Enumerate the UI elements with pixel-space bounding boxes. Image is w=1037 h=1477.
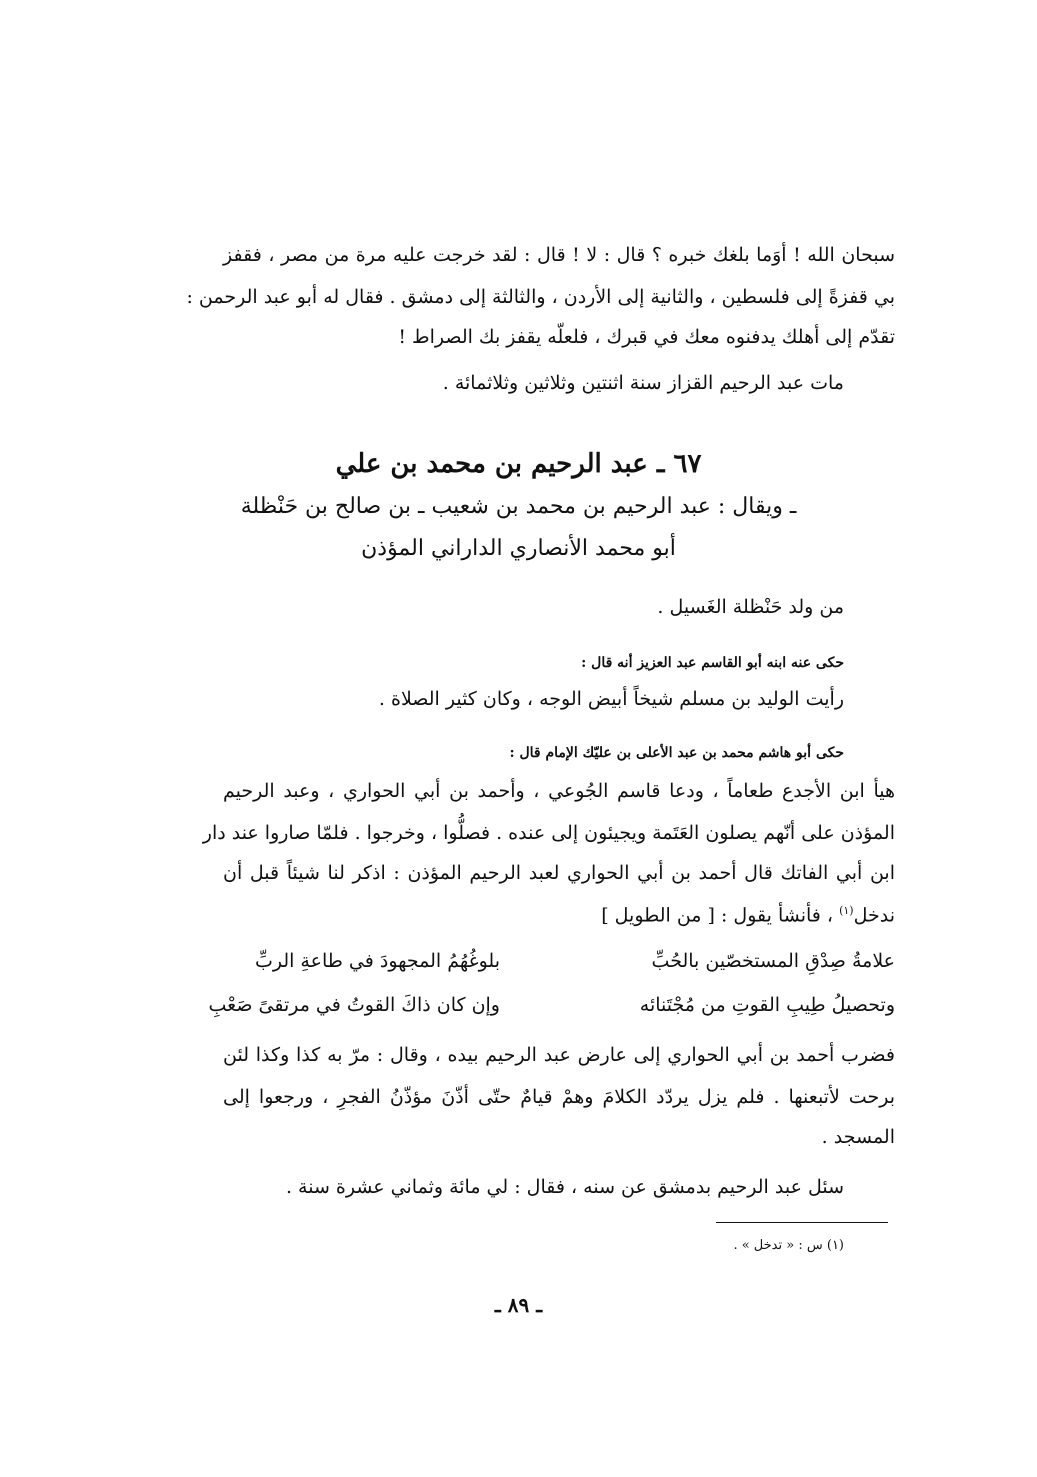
footnote: (١) س : « تدخل » .: [733, 1238, 844, 1253]
intro-line-2: بي قفزةً إلى فلسطين ، والثانية إلى الأردن ، والثالثة إلى دمشق . فقال له أبو عبد الرحمن :: [186, 286, 895, 308]
lineage-line: من ولد حَنْظلة الغَسيل .: [657, 596, 844, 618]
narration-1-intro: حكى عنه ابنه أبو القاسم عبد العزيز أنه قال :: [581, 655, 844, 671]
paragraph-line-2: المؤذن على أنّهم يصلون العَتَمة ويجيئون إلى عنده . فصلُّوا ، وخرجوا . فلمّا صاروا عند دار: [202, 822, 895, 844]
intro-line-3: تقدّم إلى أهلك يدفنوه معك في قبرك ، فلعلّه يقفز بك الصراط !: [398, 326, 895, 348]
entry-heading: ٦٧ ـ عبد الرحيم بن محمد بن علي: [335, 449, 702, 479]
verse-2-hemistich-a: وتحصيلُ طِيبِ القوتِ من مُجْتَنائه: [639, 994, 895, 1016]
age-note: سئل عبد الرحيم بدمشق عن سنه ، فقال : لي مائة وثماني عشرة سنة .: [285, 1176, 844, 1198]
verse-1-hemistich-b: بلوغُهُمُ المجهودَ في طاعةِ الربِّ: [254, 950, 500, 972]
paragraph-line-7: المسجد .: [821, 1126, 895, 1148]
verse-2-hemistich-b: وإن كان ذاكَ القوتُ في مرتقىً صَعْبِ: [208, 994, 500, 1016]
paragraph-line-6: برحت لأتبعنها . فلم يزل يردّد الكلامَ وهمْ قيامٌ حتّى أذّنَ مؤذّنُ الفجرِ ، ورجعوا إلى: [223, 1086, 895, 1108]
footnote-divider: [716, 1222, 888, 1223]
page-number: ـ ٨٩ ـ: [494, 1293, 543, 1317]
paragraph-line-4-end: ، فأنشأ يقول : [ من الطويل ]: [601, 904, 840, 927]
paragraph-line-1: هيأ ابن الأجدع طعاماً ، ودعا قاسم الجُوعي ، وأحمد بن أبي الحواري ، وعبد الرحيم: [223, 780, 895, 802]
paragraph-line-4-start: ندخل: [853, 904, 895, 927]
entry-subtitle-1: ـ ويقال : عبد الرحيم بن محمد بن شعيب ـ بن صالح بن حَنْظلة: [240, 494, 797, 519]
verse-1-hemistich-a: علامةُ صِدْقِ المستخصّين بالحُبِّ: [651, 950, 895, 972]
paragraph-line-4: [601, 896, 895, 930]
narration-1-text: رأيت الوليد بن مسلم شيخاً أبيض الوجه ، وكان كثير الصلاة .: [378, 688, 844, 710]
paragraph-line-3: ابن أبي الفاتك قال أحمد بن أبي الحواري لعبد الرحيم المؤذن : اذكر لنا شيئاً قبل أن: [223, 862, 895, 884]
paragraph-line-5: فضرب أحمد بن أبي الحواري إلى عارض عبد الرحيم بيده ، وقال : مرّ به كذا وكذا لئن: [223, 1044, 895, 1066]
narration-2-intro: حكى أبو هاشم محمد بن عبد الأعلى بن عليّك الإمام قال :: [509, 745, 844, 761]
death-note: مات عبد الرحيم القزاز سنة اثنتين وثلاثين وثلاثمائة .: [442, 372, 844, 394]
footnote-marker: (١): [839, 904, 854, 917]
intro-line-1: سبحان الله ! أوَما بلغك خبره ؟ قال : لا ! قال : لقد خرجت عليه مرة من مصر ، فقفز: [223, 244, 895, 266]
entry-subtitle-2: أبو محمد الأنصاري الداراني المؤذن: [361, 536, 676, 561]
